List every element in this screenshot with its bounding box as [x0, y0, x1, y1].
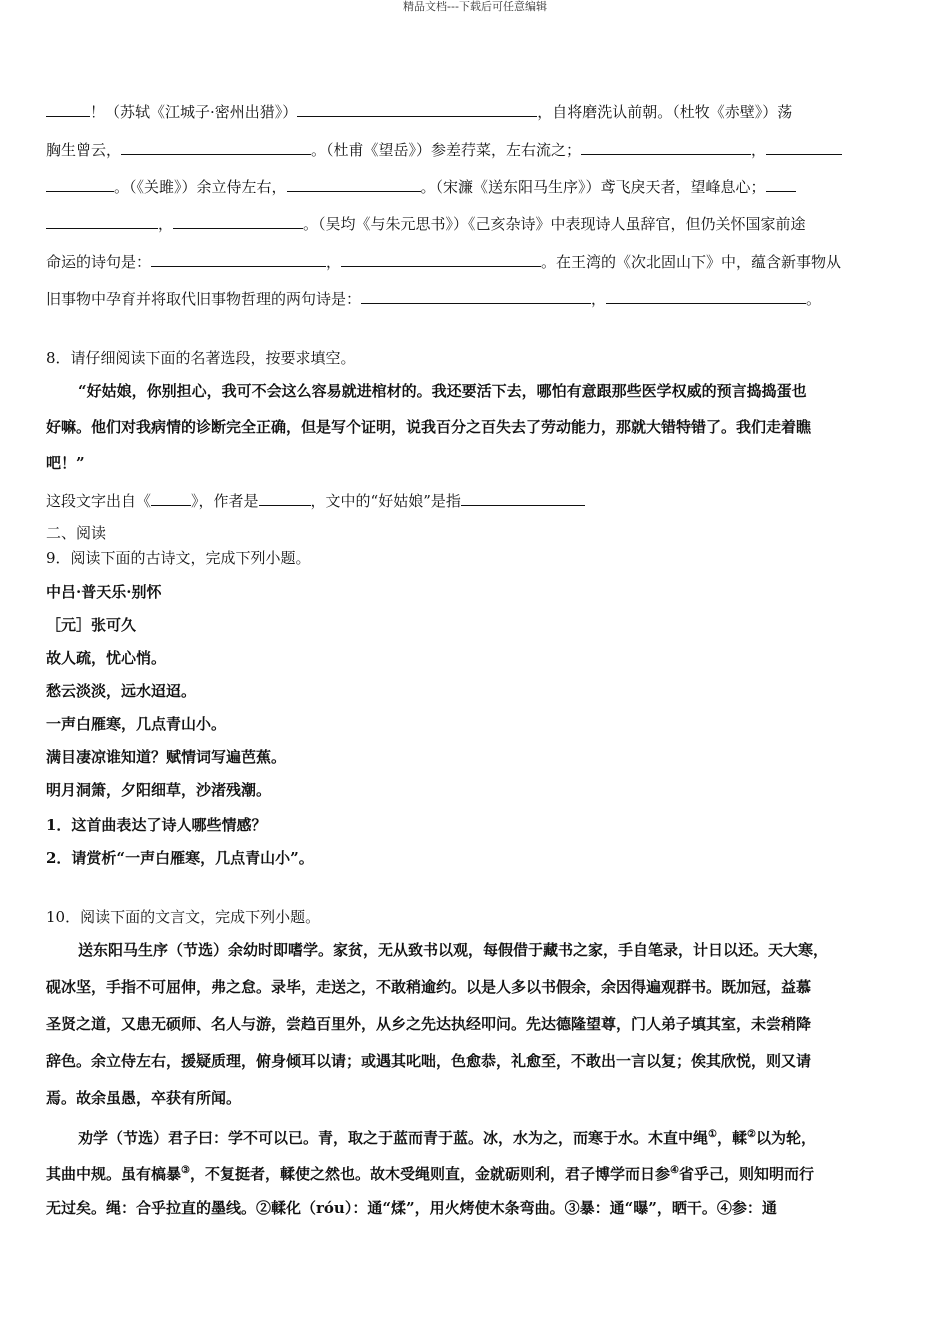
passage-line: 焉。故余虽愚，卒获有所闻。 — [46, 1089, 242, 1107]
poem-line: 一声白雁寒，几点青山小。 — [46, 715, 227, 733]
footnote-mark: ① — [708, 1129, 717, 1140]
answer-blank[interactable] — [297, 101, 537, 117]
fill-line-3 — [46, 176, 904, 197]
answer-blank[interactable] — [46, 176, 114, 192]
poem-line: 满目凄凉谁知道？赋情词写遍芭蕉。 — [46, 748, 287, 766]
footnote-mark: ② — [747, 1129, 756, 1140]
text: 命运的诗句是： — [46, 253, 152, 271]
answer-blank[interactable] — [46, 101, 90, 117]
poem-author: ［元］张可久 — [46, 616, 137, 634]
answer-blank[interactable] — [151, 490, 191, 506]
fill-line-2 — [46, 139, 904, 160]
passage-line — [78, 1125, 904, 1148]
text: ， — [326, 253, 342, 271]
q9-title: 9．阅读下面的古诗文，完成下列小题。 — [46, 549, 311, 567]
fill-line-5 — [46, 251, 904, 272]
answer-blank[interactable] — [151, 251, 326, 267]
passage-line: 圣贤之道，又患无硕师、名人与游，尝趋百里外，从乡之先达执经叩问。先达德隆望尊，门人弟子填其室，未尝稍降 — [46, 1015, 812, 1033]
fill-line-4 — [46, 213, 904, 234]
text: ，文中的“好姑娘”是指 — [310, 492, 461, 510]
text: 。在王湾的《次北固山下》中，蕴含新事物从 — [541, 253, 842, 271]
text: 其曲中规。虽有槁暴 — [46, 1165, 182, 1183]
answer-blank[interactable] — [173, 213, 303, 229]
text: 胸生曾云， — [46, 141, 122, 159]
text: 。（吴均《与朱元思书》）《己亥杂诗》中表现诗人虽辞官，但仍关怀国家前途 — [303, 215, 806, 233]
poem-line: 明月洞箫，夕阳细草，沙渚残潮。 — [46, 781, 272, 799]
footnote-mark: ③ — [181, 1165, 190, 1176]
q8-title: 8．请仔细阅读下面的名著选段，按要求填空。 — [46, 349, 356, 367]
answer-blank[interactable] — [766, 176, 796, 192]
text: 劝学（节选）君子曰：学不可以已。青，取之于蓝而青于蓝。冰，水为之，而寒于水。木直中绳 — [78, 1129, 709, 1147]
passage-line: 砚冰坚，手指不可屈伸，弗之怠。录毕，走送之，不敢稍逾约。以是人多以书假余，余因得遍观群书。既加冠，益慕 — [46, 978, 812, 996]
text: 。（宋濂《送东阳马生序》）鸢飞戾天者，望峰息心； — [420, 178, 766, 196]
answer-blank[interactable] — [259, 490, 311, 506]
answer-blank[interactable] — [121, 139, 311, 155]
q8-quote-line: “好姑娘，你别担心，我可不会这么容易就进棺材的。我还要活下去，哪怕有意跟那些医学权威的预言捣捣蛋也 — [78, 382, 807, 400]
text: ， — [158, 215, 174, 233]
q10-title: 10．阅读下面的文言文，完成下列小题。 — [46, 908, 321, 926]
answer-blank[interactable] — [361, 288, 591, 304]
footnote-mark: ④ — [670, 1165, 679, 1176]
text: 》，作者是 — [191, 492, 259, 510]
text: ， — [751, 141, 767, 159]
poem-title: 中吕·普天乐·别怀 — [46, 583, 162, 601]
text: 以为轮， — [755, 1129, 816, 1147]
answer-blank[interactable] — [461, 490, 585, 506]
passage-line: 送东阳马生序（节选）余幼时即嗜学。家贫，无从致书以观，每假借于藏书之家，手自笔录，计日以还。天大寒， — [78, 941, 829, 959]
q9-subquestion: 2．请赏析“一声白雁寒，几点青山小”。 — [46, 849, 314, 867]
passage-line: 无过矣。绳：合乎拉直的墨线。②輮化（róu）：通“煣”，用火烤使木条弯曲。③暴：通“曝”，晒干。④参：通 — [46, 1199, 777, 1217]
q8-quote-line: 好嘛。他们对我病情的诊断完全正确，但是写个证明，说我百分之百失去了劳动能力，那就大错特错了。我们走着瞧 — [46, 418, 812, 436]
q8-quote-line: 吧！” — [46, 454, 85, 472]
answer-blank[interactable] — [581, 139, 751, 155]
text: 省乎己，则知明而行 — [678, 1165, 814, 1183]
answer-blank[interactable] — [606, 288, 806, 304]
answer-blank[interactable] — [341, 251, 541, 267]
text: 旧事物中孕育并将取代旧事物哲理的两句诗是： — [46, 290, 362, 308]
passage-line: 辞色。余立侍左右，援疑质理，俯身倾耳以请；或遇其叱咄，色愈恭，礼愈至，不敢出一言以复；俟其欣悦，则又请 — [46, 1052, 812, 1070]
fill-line-1 — [46, 101, 904, 122]
text: 。（《关雎》）余立侍左右， — [114, 178, 287, 196]
answer-blank[interactable] — [46, 213, 158, 229]
q9-subquestion: 1．这首曲表达了诗人哪些情感？ — [46, 816, 267, 834]
page-header: 精品文档---下载后可任意编辑 — [403, 0, 547, 13]
text: ！（苏轼《江城子·密州出猎》） — [90, 103, 298, 121]
answer-blank[interactable] — [287, 176, 421, 192]
poem-line: 故人疏，忧心悄。 — [46, 649, 167, 667]
text: ， — [591, 290, 607, 308]
answer-blank[interactable] — [766, 139, 842, 155]
text: 。 — [806, 290, 822, 308]
text: ，自将磨洗认前朝。（杜牧《赤壁》）荡 — [537, 103, 793, 121]
text: 。（杜甫《望岳》）参差荇菜，左右流之； — [311, 141, 582, 159]
fill-line-6 — [46, 288, 904, 309]
passage-line — [46, 1161, 904, 1184]
section-heading: 二、阅读 — [46, 524, 107, 542]
text: ，輮 — [716, 1129, 747, 1147]
q8-prompt — [46, 490, 904, 511]
text: ，不复挺者，輮使之然也。故木受绳则直，金就砺则利，君子博学而日参 — [189, 1165, 670, 1183]
text: 这段文字出自《 — [46, 492, 152, 510]
poem-line: 愁云淡淡，远水迢迢。 — [46, 682, 197, 700]
